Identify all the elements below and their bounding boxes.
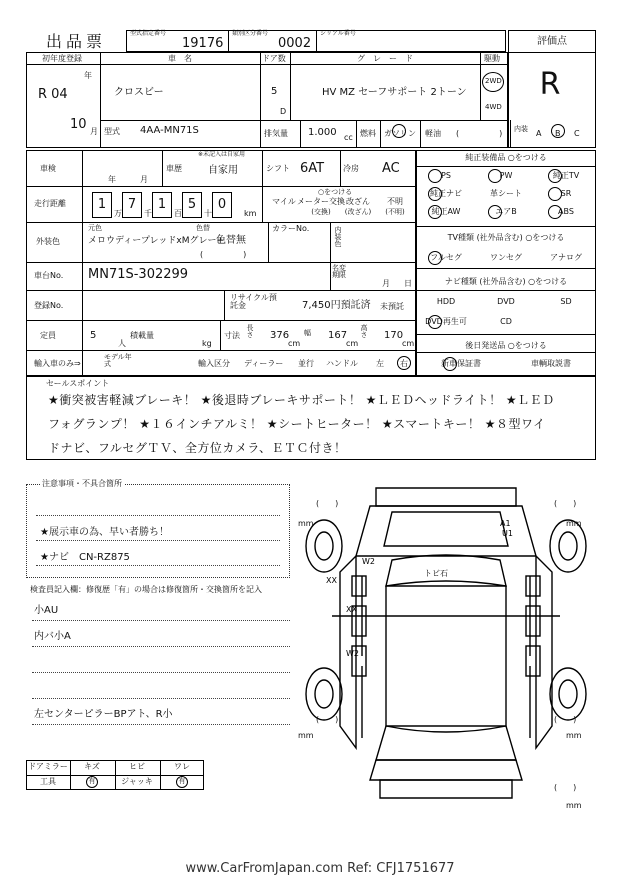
reg-era: R 04 [38, 87, 68, 102]
dmg-tobiishi: トビ石 [424, 569, 448, 578]
year-unit: 年 [84, 71, 92, 80]
inspect-month: 月 [140, 175, 148, 184]
odometer-unit: 万 [114, 209, 122, 218]
height-label: 高さ [360, 324, 368, 338]
equip-option: PS [441, 171, 451, 180]
history-note: ※未記入は自家用 [198, 151, 246, 158]
equip-option: SR [560, 189, 572, 198]
car-label: 車 名 [168, 54, 192, 63]
recycle-label: リサイクル預託金 [230, 293, 277, 310]
inspector-line: 左センターピラーBPアト、R小 [34, 709, 173, 720]
capacity-value: 5 [90, 330, 97, 341]
equip-divider [416, 166, 596, 167]
history-value: 自家用 [208, 165, 238, 176]
dealer-option: ディーラー [244, 359, 284, 368]
handle-right: 右 [400, 359, 408, 368]
km-unit: km [244, 209, 257, 218]
equip-divider [416, 290, 596, 291]
tire-bracket: ( ) [554, 499, 577, 508]
model-label: 型式 [104, 127, 120, 136]
colorno-label: カラーNo. [272, 224, 310, 233]
dmg-xx-left: XX [326, 576, 337, 585]
equip-option: 車輌取説書 [531, 359, 571, 368]
shift-value: 6AT [300, 161, 325, 176]
equip-option: アナログ [550, 253, 582, 262]
type-number: 19176 [182, 36, 224, 51]
odometer-digit: 1 [97, 197, 107, 212]
inspector-title: 検査員記入欄：修復歴「有」の場合は修復箇所・交換箇所を記入 [30, 585, 262, 594]
model-year-label: モデル年式 [104, 353, 132, 368]
equip-option: CD [500, 317, 512, 326]
load-label: 積載量 [130, 331, 154, 340]
grade-value: HV MZ セーフサポート 2トーン [322, 87, 467, 98]
recycle-pending: 未預託 [380, 302, 404, 311]
mile-option: 不明 [387, 197, 403, 206]
odometer-digit: 0 [217, 197, 227, 212]
regno-label: 登録No. [34, 301, 64, 310]
month-unit: 月 [90, 127, 98, 136]
inspector-rule [32, 724, 290, 725]
capacity-label: 定員 [40, 331, 56, 340]
inspector-line: 小AU [34, 605, 59, 616]
handle-label: ハンドル [326, 359, 358, 368]
dmg-xx-door: XX [346, 605, 357, 614]
mile-option: 改ざん [346, 197, 370, 206]
odometer-unit: 百 [174, 209, 182, 218]
fuel-label: 燃料 [360, 129, 376, 138]
mileage-label: 走行距離 [34, 199, 66, 208]
mile-option-sub: (交換) [311, 208, 331, 216]
name-change-m: 月 [382, 279, 390, 288]
color-label: 外装色 [36, 237, 60, 246]
equip-option: フルセグ [430, 253, 462, 262]
type-label: 型式指定番号 [130, 30, 167, 37]
dmg-u1: U1 [502, 529, 513, 538]
interior-b: B [555, 129, 561, 138]
odometer-digit: 5 [187, 197, 197, 212]
cat-number: 0002 [278, 36, 312, 51]
notes-title: 注意事項・不具合箇所 [42, 479, 122, 488]
tire-bracket: ( ) [554, 715, 577, 724]
sales-line: ドナビ、フルセグＴＶ、全方位カメラ、ＥＴＣ付き！ [48, 441, 347, 455]
interior-color-label: 内装色 [334, 226, 342, 247]
car-name: クロスビー [114, 87, 164, 98]
footer-ref: www.CarFromJapan.com Ref: CFJ1751677 [185, 861, 455, 876]
fuel-gas: ガソリン [384, 129, 416, 138]
cat-label: 類別区分番号 [232, 30, 269, 37]
history-label: 車歴 [166, 164, 182, 173]
equip-section-title: 後日発送品 ○をつける [465, 341, 547, 350]
interior-label: 内装 [514, 125, 528, 133]
reg-month: 10 [70, 117, 87, 132]
mile-option-sub: (改ざん) [344, 208, 372, 216]
equip-section-title: 純正装備品 ○をつける [465, 153, 547, 162]
doors-value: 5 [271, 86, 278, 97]
equip-section-title: ナビ種類 (社外品含む) ○をつける [444, 277, 568, 286]
car-damage-diagram [296, 476, 596, 812]
odometer-unit: 千 [144, 209, 152, 218]
drive-label: 駆動 [484, 54, 500, 63]
equip-option: SD [560, 297, 572, 306]
name-change-d: 日 [404, 279, 412, 288]
parallel-option: 並行 [298, 359, 314, 368]
name-change-label: 名変期限 [332, 264, 346, 279]
legend-header: ヒビ [129, 762, 145, 771]
sales-line: ★衝突被害軽減ブレーキ！ ★後退時ブレーキサポート！ ★ＬＥＤヘッドライト！ ★ＬＥＤ [48, 393, 555, 407]
equip-option: 純正AW [431, 207, 461, 216]
notes-line: ★ナビ CN-RZ875 [40, 552, 130, 563]
legend-header: キズ [84, 762, 100, 771]
odometer-unit: 十 [204, 209, 212, 218]
mile-option-sub: (不明) [385, 208, 405, 216]
length-label: 長さ [246, 324, 254, 338]
equip-option: HDD [436, 297, 456, 306]
legend-cell: 有 [178, 777, 186, 785]
equip-option: エアB [495, 207, 517, 216]
equip-option: PW [499, 171, 513, 180]
equip-option: 純正ナビ [430, 189, 462, 198]
equipment-grid [416, 150, 596, 376]
drive-4wd: 4WD [485, 103, 502, 111]
mile-option: メーター交換 [297, 197, 345, 206]
sales-title: セールスポイント [46, 379, 110, 388]
dmg-w2-front: W2 [362, 557, 375, 566]
color-value: メロウディープレッドxMグレー+ [88, 236, 225, 246]
mm-label: mm [298, 519, 314, 528]
color-paren: ( ) [200, 250, 247, 259]
shift-label: シフト [266, 164, 290, 173]
equip-option: 純正TV [552, 171, 580, 180]
mm-label: mm [566, 519, 582, 528]
door-type: D [280, 107, 287, 116]
handle-left: 左 [376, 359, 384, 368]
load-unit: kg [202, 339, 212, 348]
equip-divider [416, 268, 596, 269]
fuel-light: 軽油 [425, 129, 441, 138]
rating-label: 評価点 [537, 36, 567, 47]
color-paint-label: 色替 [196, 224, 210, 232]
odometer-digit: 7 [127, 197, 137, 212]
rating-value: R [539, 67, 561, 102]
odometer-digit: 1 [157, 197, 167, 212]
drive-2wd: 2WD [485, 77, 502, 85]
dims-label: 寸法 [224, 331, 240, 340]
disp-value: 1.000 [308, 127, 337, 138]
inspector-rule [32, 698, 290, 699]
equip-option: DVD [497, 297, 515, 306]
chassis-label: 車台No. [34, 271, 64, 280]
inspect-year: 年 [108, 175, 116, 184]
legend-cell: ジャッキ [121, 777, 153, 786]
mile-circle-note: ○をつける [318, 188, 353, 196]
doors-label: ドア数 [262, 54, 286, 63]
legend-header: ドアミラー [28, 762, 68, 771]
tire-bracket: ( ) [316, 715, 339, 724]
disp-label: 排気量 [264, 129, 288, 138]
fuel-other: ( ) [456, 129, 503, 138]
notes-line: ★展示車の為、早い者勝ち！ [40, 527, 169, 538]
ac-value: AC [382, 161, 400, 176]
width-label: 幅 [304, 329, 311, 337]
capacity-unit: 人 [118, 339, 126, 348]
inspector-line: 内バ小A [34, 631, 71, 642]
length-unit: cm [288, 339, 301, 348]
equip-option: ABS [558, 207, 574, 216]
equip-option: 新車保証書 [441, 359, 481, 368]
dmg-w2-rear: W2 [346, 649, 359, 658]
length-value: 376 [270, 330, 290, 341]
equip-option: DVD再生可 [425, 317, 467, 326]
disp-unit: cc [344, 133, 353, 142]
sales-line: フォグランプ！ ★１６インチアルミ！ ★シートヒーター！ ★スマートキー！ ★８型ワイ [48, 417, 546, 431]
dmg-a1: A1 [500, 519, 511, 528]
height-unit: cm [402, 339, 415, 348]
equip-divider [416, 226, 596, 227]
grade-label: グ レ ー ド [357, 54, 413, 63]
legend-cell: 工具 [40, 777, 56, 786]
mile-option: マイル [272, 197, 296, 206]
equip-divider [416, 352, 596, 353]
tire-bracket: ( ) [316, 499, 339, 508]
mm-label: mm [566, 731, 582, 740]
serial-label: シリアル番号 [320, 30, 356, 37]
inspector-rule [32, 672, 290, 673]
model-value: 4AA-MN71S [140, 125, 199, 136]
tire-bracket: ( ) [554, 783, 577, 792]
width-value: 167 [328, 330, 348, 341]
color-orig-label: 元色 [88, 224, 102, 232]
inspector-rule [32, 620, 290, 621]
equip-circle [428, 169, 442, 183]
import-class-label: 輸入区分 [198, 359, 230, 368]
interior-c: C [574, 129, 580, 138]
repaint-value: 色替無 [216, 235, 246, 246]
width-unit: cm [346, 339, 359, 348]
mm-label: mm [566, 801, 582, 810]
equip-option: 革シート [490, 189, 522, 198]
import-label: 輸入車のみ⇒ [34, 359, 81, 368]
reg-label: 初年度登録 [42, 54, 82, 63]
ac-label: 冷房 [343, 164, 359, 173]
mm-label: mm [298, 731, 314, 740]
legend-cell: 有 [88, 777, 96, 785]
chassis-value: MN71S-302299 [88, 267, 189, 282]
legend-header: ワレ [174, 762, 190, 771]
recycle-value: 7,450円預託済 [302, 300, 371, 311]
equip-option: ワンセグ [490, 253, 522, 262]
interior-a: A [536, 129, 542, 138]
sheet-title: 出品票 [46, 32, 107, 51]
inspect-label: 車検 [40, 164, 56, 173]
equip-divider [416, 334, 596, 335]
inspector-rule [32, 646, 290, 647]
height-value: 170 [384, 330, 404, 341]
equip-section-title: TV種類 (社外品含む) ○をつける [447, 233, 565, 242]
